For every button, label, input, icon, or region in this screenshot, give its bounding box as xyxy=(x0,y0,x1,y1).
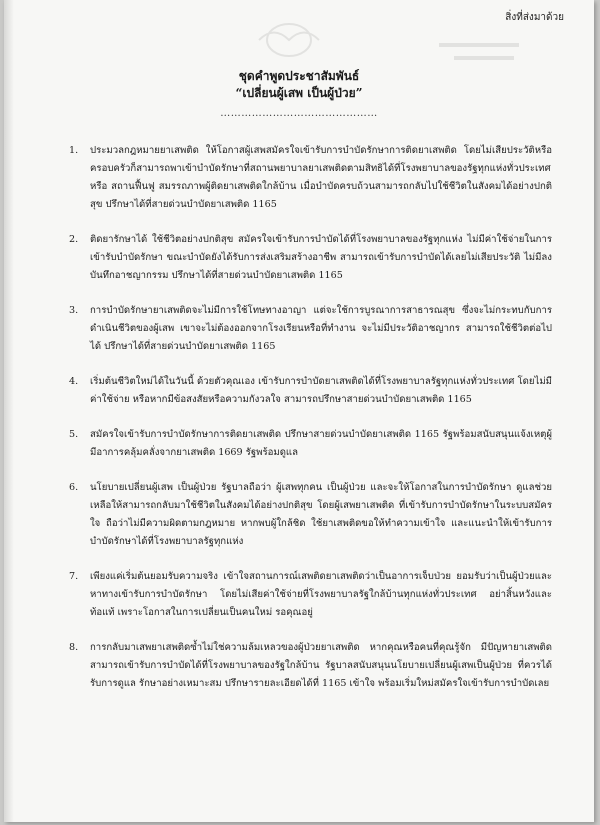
title-dotted-rule: ……………………………………… xyxy=(220,108,378,119)
list-item-text: ติดยารักษาได้ ใช้ชีวิตอย่างปกติสุข สมัครใจเข้ารับการบำบัดได้ที่โรงพยาบาลของรัฐทุกแห่ง ไม่มีค่าใช้จ่ายในการเข้ารับบำบัดรักษา ขณะบำบัดยังได้รับการส่งเสริมสร้างอาชีพ สามารถเข้ารับการบำบัดได้เลยไม่เสียประวัติ ไม่มีลงบันทึกอาชญากรรม ปรึกษาได้ที่สายด่วนบำบัดยาเสพติด 1165 xyxy=(90,234,552,281)
list-item xyxy=(69,373,552,409)
list-item-number: 3. xyxy=(69,305,79,316)
list-item-text: สมัครใจเข้ารับการบำบัดรักษาการติดยาเสพติด ปรึกษาสายด่วนบำบัดยาเสพติด 1165 รัฐพร้อมสนับสนุนแจ้งเหตุผู้มีอาการคลุ้มคลั่งจากยาเสพติด 1669 รัฐพร้อมดูแล xyxy=(90,429,552,458)
bleed-through-text-mark xyxy=(434,38,534,68)
list-item-text: การบำบัดรักษายาเสพติดจะไม่มีการใช้โทษทางอาญา แต่จะใช้การบูรณาการสาธารณสุข ซึ่งจะไม่กระทบกับการดำเนินชีวิตของผู้เสพ เขาจะไม่ต้องออกจากโรงเรียนหรือที่ทำงาน จะไม่มีประวัติอาชญากร สามารถใช้ชีวิตต่อไปได้ ปรึกษาได้ที่สายด่วนบำบัดยาเสพติด 1165 xyxy=(90,305,552,352)
list-item xyxy=(69,142,552,214)
list-item xyxy=(69,479,552,551)
list-item-number: 2. xyxy=(69,234,79,245)
scan-edge-shadow xyxy=(4,0,14,822)
document-page xyxy=(4,0,594,822)
list-item-number: 1. xyxy=(69,145,79,156)
list-item-number: 4. xyxy=(69,376,79,387)
list-item-text: เพียงแค่เริ่มต้นยอมรับความจริง เข้าใจสถานการณ์เสพติดยาเสพติดว่าเป็นอาการเจ็บป่วย ยอมรับว่าเป็นผู้ป่วยและหาทางเข้ารับการบำบัดรักษา โดยไม่เสียค่าใช้จ่ายที่โรงพยาบาลรัฐใกล้บ้านทุกแห่งทั่วประเทศ อย่าสิ้นหวังและท้อแท้ เพราะโอกาสในการเปลี่ยนเป็นคนใหม่ รอคุณอยู่ xyxy=(90,571,552,618)
bleed-through-emblem-icon xyxy=(229,20,349,60)
list-item-text: ประมวลกฎหมายยาเสพติด ให้โอกาสผู้เสพสมัครใจเข้ารับการบำบัดรักษาการติดยาเสพติด โดยไม่เสียประวัติหรือครอบครัวก็สามารถพาเข้าบำบัดรักษาที่สถานพยาบาลยาเสพติดตามสิทธิได้ที่โรงพยาบาลของรัฐทุกแห่งทั่วประเทศ หรือ สถานฟื้นฟู สมรรถภาพผู้ติดยาเสพติดใกล้บ้าน เมื่อบำบัดครบถ้วนสามารถกลับไปใช้ชีวิตในสังคมได้อย่างปกติสุข ปรึกษาได้ที่สายด่วนบำบัดยาเสพติด 1165 xyxy=(90,145,552,210)
statement-list xyxy=(69,142,552,708)
list-item-text: การกลับมาเสพยาเสพติดซ้ำไม่ใช่ความล้มเหลวของผู้ป่วยยาเสพติด หากคุณหรือคนที่คุณรู้จัก มีปัญหายาเสพติดสามารถเข้ารับการบำบัดได้ที่โรงพยาบาลของรัฐใกล้บ้าน รัฐบาลสนับสนุนนโยบายเปลี่ยนผู้เสพเป็นผู้ป่วย ที่ควรได้รับการดูแล รักษาอย่างเหมาะสม ปรึกษารายละเอียดได้ที่ 1165 เข้าใจ พร้อมเริ่มใหม่สมัครใจเข้ารับการบำบัดเลย xyxy=(90,642,552,689)
attachment-note: สิ่งที่ส่งมาด้วย xyxy=(505,12,564,23)
list-item xyxy=(69,568,552,622)
list-item-text: เริ่มต้นชีวิตใหม่ได้ในวันนี้ ด้วยตัวคุณเอง เข้ารับการบำบัดยาเสพติดได้ที่โรงพยาบาลรัฐทุกแห่งทั่วประเทศ โดยไม่มีค่าใช้จ่าย หรือหากมีข้อสงสัยหรือความกังวลใจ สามารถปรึกษาสายด่วนบำบัดยาเสพติด 1165 xyxy=(90,376,552,405)
list-item xyxy=(69,639,552,693)
list-item-number: 7. xyxy=(69,571,79,582)
document-subtitle: “เปลี่ยนผู้เสพ เป็นผู้ป่วย” xyxy=(235,86,363,100)
list-item xyxy=(69,231,552,285)
title-block xyxy=(4,68,594,119)
document-title: ชุดคำพูดประชาสัมพันธ์ xyxy=(238,69,360,83)
list-item-number: 6. xyxy=(69,482,79,493)
list-item xyxy=(69,426,552,462)
list-item xyxy=(69,302,552,356)
list-item-number: 8. xyxy=(69,642,79,653)
list-item-text: นโยบายเปลี่ยนผู้เสพ เป็นผู้ป่วย รัฐบาลถือว่า ผู้เสพทุกคน เป็นผู้ป่วย และจะให้โอกาสในการบำบัดรักษา ดูแลช่วยเหลือให้สามารถกลับมาใช้ชีวิตในสังคมได้อย่างปกติสุข โดยผู้เสพยาเสพติด ที่เข้ารับการบำบัดรักษาในระบบสมัครใจ ถือว่าไม่มีความผิดตามกฎหมาย หากพบผู้ใกล้ชิด ใช้ยาเสพติดขอให้ทำความเข้าใจ และแนะนำให้เข้ารับการบำบัดรักษาได้ที่โรงพยาบาลรัฐทุกแห่ง xyxy=(90,482,552,547)
list-item-number: 5. xyxy=(69,429,79,440)
